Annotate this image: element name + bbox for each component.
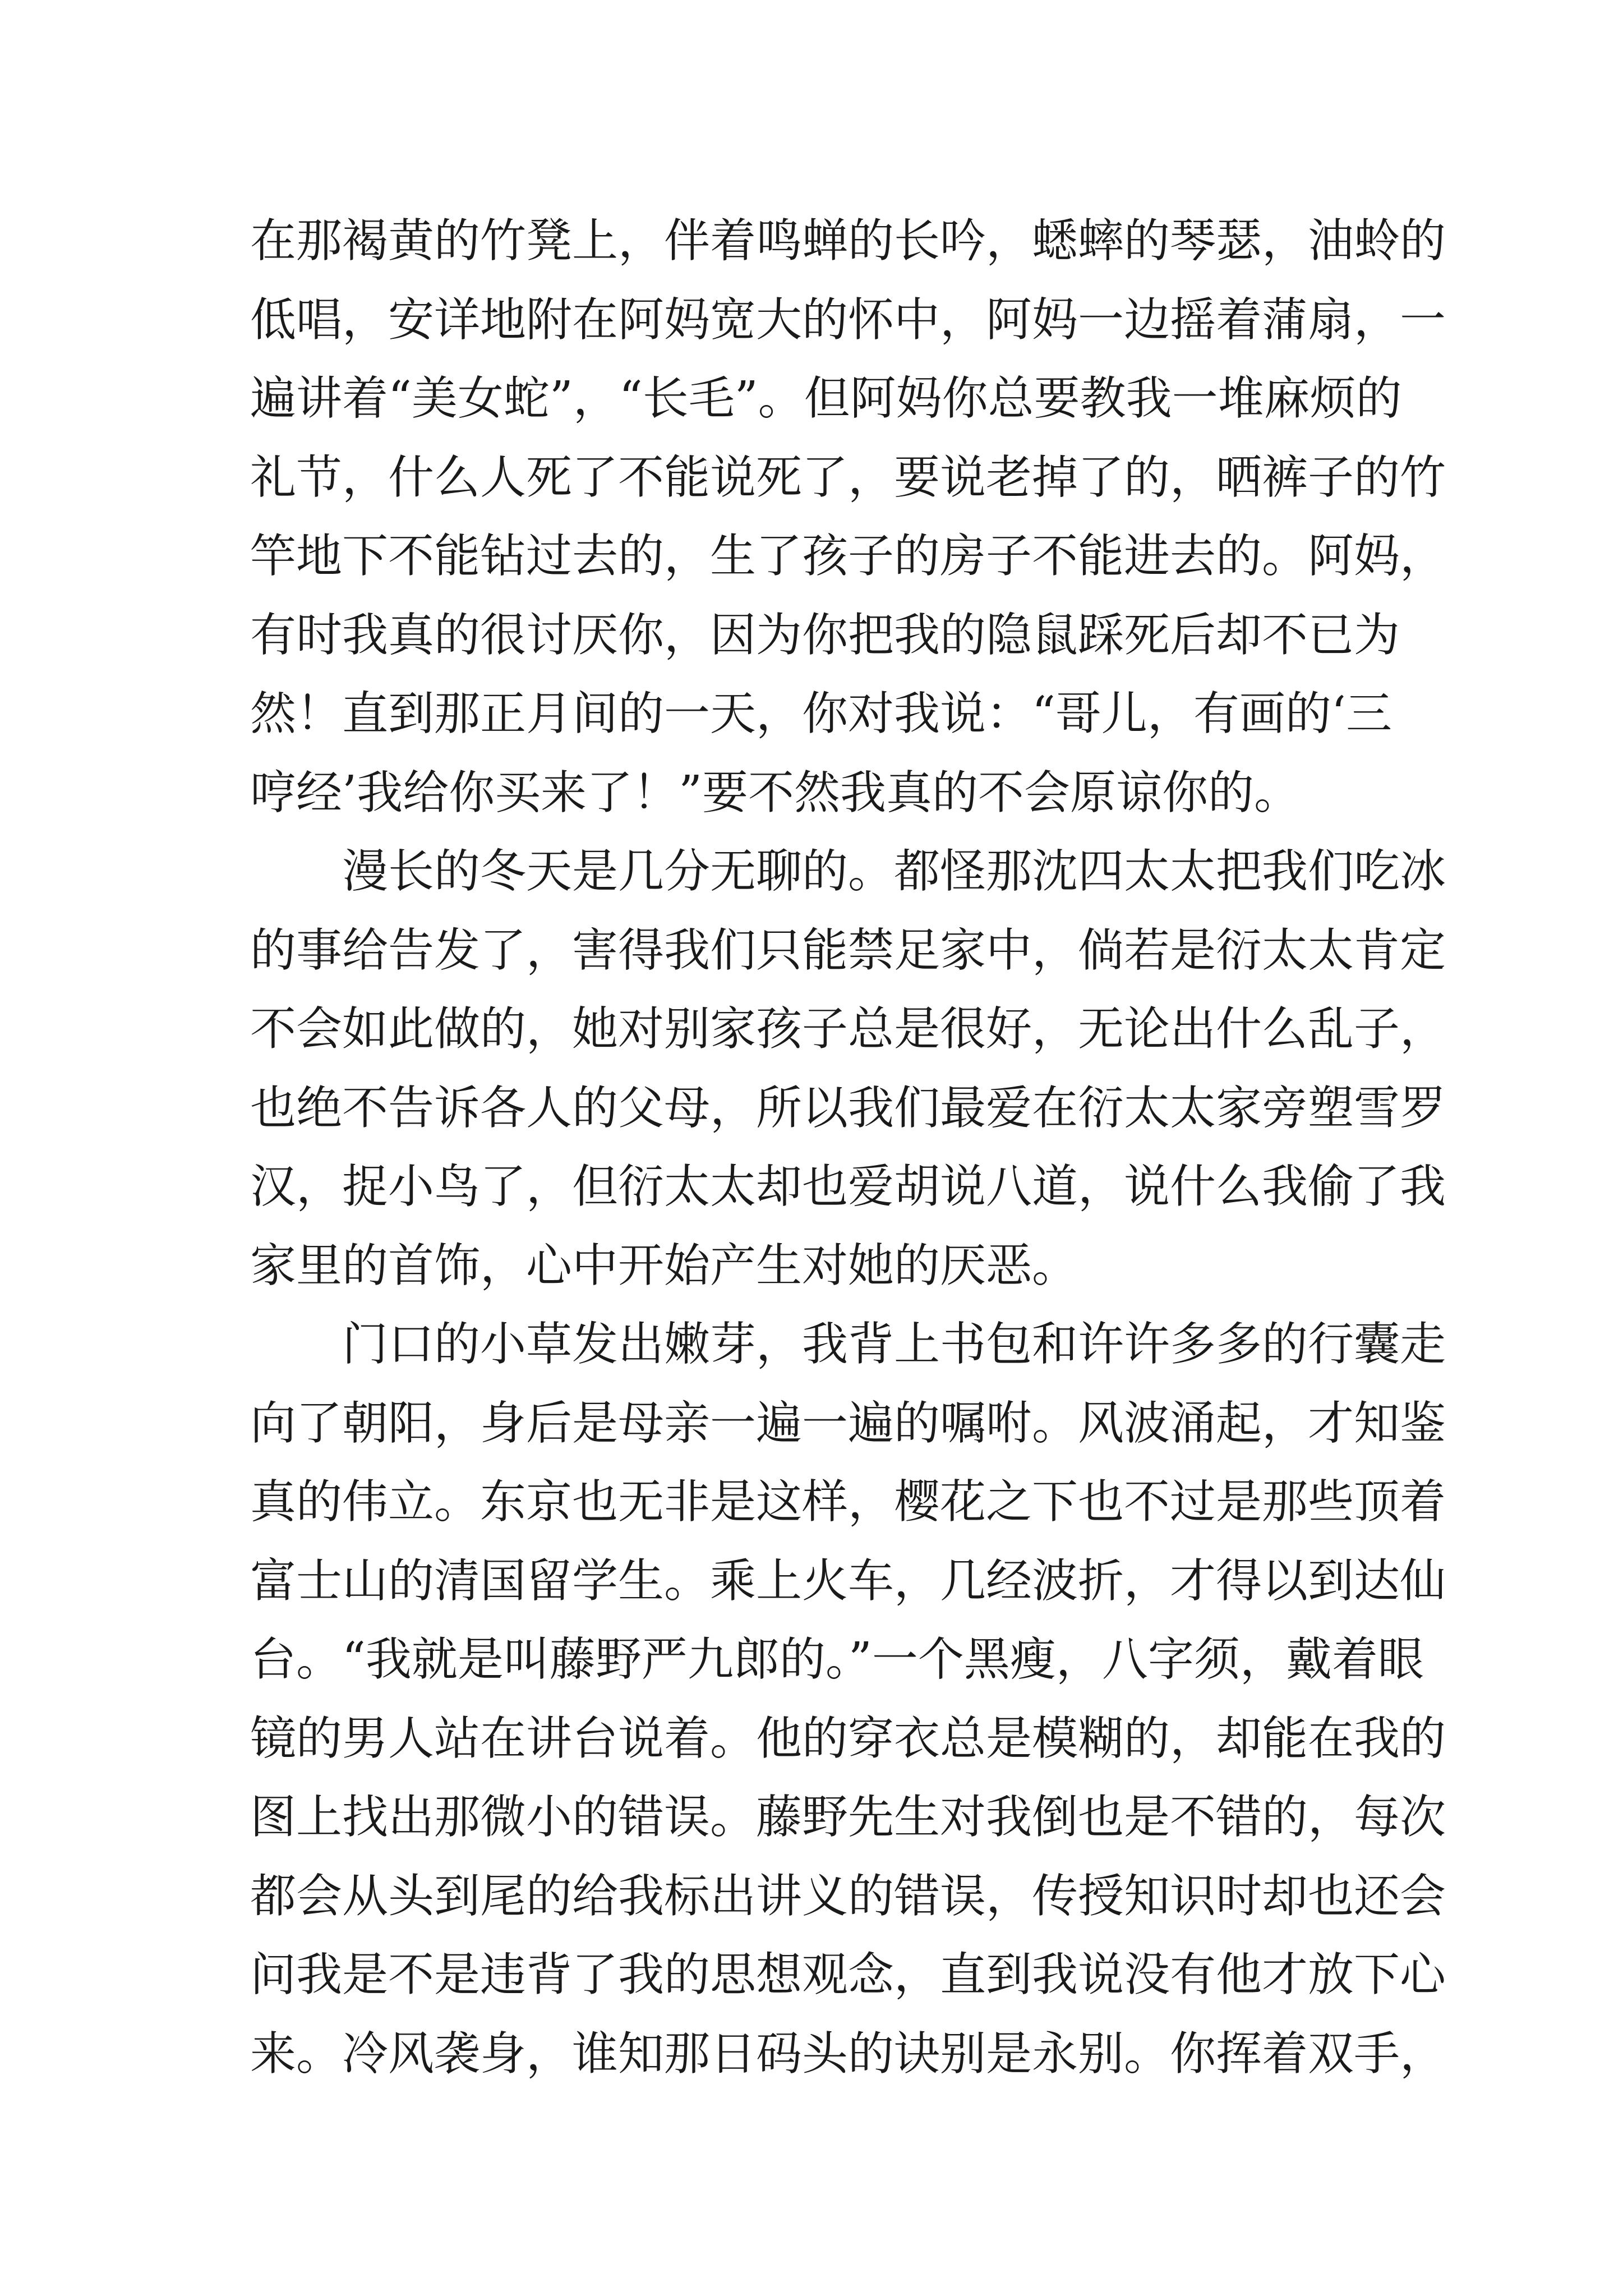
- text-line: 汉，捉小鸟了，但衍太太却也爱胡说八道，说什么我偷了我: [250, 1160, 1446, 1213]
- text-line: 礼节，什么人死了不能说死了，要说老掉了的，晒裤子的竹: [250, 450, 1446, 504]
- text-line: 的事给告发了，害得我们只能禁足家中，倘若是衍太太肯定: [250, 923, 1446, 977]
- body-text: [250, 202, 1446, 2093]
- text-line: 都会从头到尾的给我标出讲义的错误，传授知识时却也还会: [250, 1869, 1446, 1923]
- text-line: 竿地下不能钻过去的，生了孩子的房子不能进去的。阿妈，: [250, 530, 1446, 583]
- text-line: 不会如此做的，她对别家孩子总是很好，无论出什么乱子，: [250, 1002, 1446, 1056]
- text-line: 遍讲着“美女蛇”，“长毛”。但阿妈你总要教我一堆麻烦的: [250, 372, 1402, 425]
- text-line: 也绝不告诉各人的父母，所以我们最爱在衍太太家旁塑雪罗: [250, 1081, 1446, 1135]
- text-line: 然！直到那正月间的一天，你对我说：“哥儿，有画的‘三: [250, 687, 1392, 740]
- text-line: 有时我真的很讨厌你，因为你把我的隐鼠踩死后却不已为: [250, 608, 1400, 662]
- text-line: 问我是不是违背了我的思想观念，直到我说没有他才放下心: [250, 1948, 1446, 2001]
- text-line: 哼经’我给你买来了！”要不然我真的不会原谅你的。: [250, 766, 1300, 820]
- text-line: 真的伟立。东京也无非是这样，樱花之下也不过是那些顶着: [250, 1475, 1446, 1529]
- text-line: 在那褐黄的竹凳上，伴着鸣蝉的长吟，蟋蟀的琴瑟，油蛉的: [250, 214, 1446, 268]
- text-line: 门口的小草发出嫩芽，我背上书包和许许多多的行囊走: [342, 1318, 1446, 1371]
- text-line: 家里的首饰，心中开始产生对她的厌恶。: [250, 1239, 1078, 1292]
- text-line: 图上找出那微小的错误。藤野先生对我倒也是不错的，每次: [250, 1791, 1446, 1844]
- text-line: 漫长的冬天是几分无聊的。都怪那沈四太太把我们吃冰: [342, 845, 1446, 898]
- text-line: 低唱，安详地附在阿妈宽大的怀中，阿妈一边摇着蒲扇，一: [250, 293, 1446, 347]
- text-line: 向了朝阳，身后是母亲一遍一遍的嘱咐。风波涌起，才知鉴: [250, 1396, 1446, 1450]
- text-line: 富士山的清国留学生。乘上火车，几经波折，才得以到达仙: [250, 1554, 1446, 1608]
- text-line: 来。冷风袭身，谁知那日码头的诀别是永别。你挥着双手，: [250, 2027, 1446, 2081]
- text-line: 台。“我就是叫藤野严九郎的。”一个黑瘦，八字须，戴着眼: [250, 1633, 1424, 1686]
- text-line: 镜的男人站在讲台说着。他的穿衣总是模糊的，却能在我的: [250, 1711, 1446, 1765]
